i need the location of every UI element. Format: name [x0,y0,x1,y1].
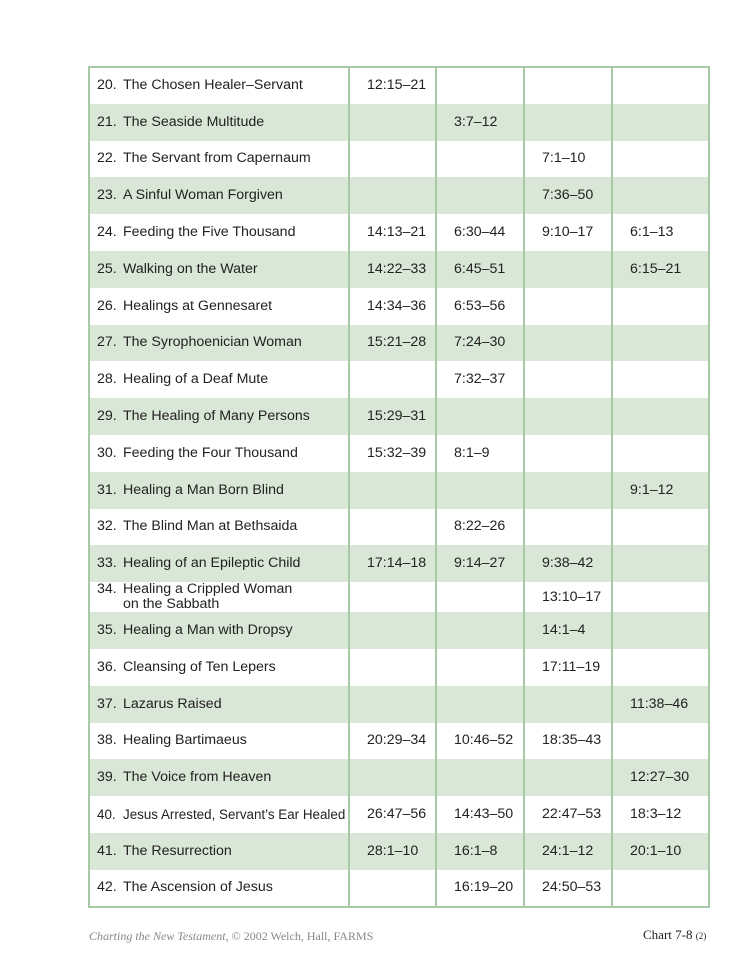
matthew-ref [349,472,436,509]
table-row [89,582,709,612]
event-cell: 38. Healing Bartimaeus [89,723,349,760]
event-cell: 40. Jesus Arrested, Servant’s Ear Healed [89,796,349,833]
john-ref [612,361,709,398]
table-row [89,67,709,104]
luke-ref: 7:1–10 [524,141,612,178]
matthew-ref [349,509,436,546]
mark-ref: 8:22–26 [436,509,524,546]
event-cell: 22. The Servant from Capernaum [89,141,349,178]
table-row [89,759,709,796]
luke-ref: 7:36–50 [524,177,612,214]
mark-ref: 9:14–27 [436,545,524,582]
mark-ref [436,582,524,612]
matthew-ref: 12:15–21 [349,67,436,104]
matthew-ref [349,686,436,723]
table-row [89,141,709,178]
john-ref: 9:1–12 [612,472,709,509]
event-cell: 28. Healing of a Deaf Mute [89,361,349,398]
luke-ref: 9:10–17 [524,214,612,251]
john-ref: 6:1–13 [612,214,709,251]
chart-label: Chart 7-8 [643,927,693,942]
event-cell: 35. Healing a Man with Dropsy [89,612,349,649]
event-cell: 24. Feeding the Five Thousand [89,214,349,251]
luke-ref: 22:47–53 [524,796,612,833]
footer-citation [89,929,373,944]
table-row [89,686,709,723]
mark-ref: 8:1–9 [436,435,524,472]
table-row [89,870,709,907]
mark-ref: 7:32–37 [436,361,524,398]
event-cell: 36. Cleansing of Ten Lepers [89,649,349,686]
event-cell: 26. Healings at Gennesaret [89,288,349,325]
luke-ref: 9:38–42 [524,545,612,582]
event-cell: 34. Healing a Crippled Woman on the Sabbath [89,582,349,612]
john-ref [612,582,709,612]
event-cell: 33. Healing of an Epileptic Child [89,545,349,582]
matthew-ref: 15:29–31 [349,398,436,435]
mark-ref [436,649,524,686]
luke-ref: 24:50–53 [524,870,612,907]
table-row [89,361,709,398]
john-ref [612,398,709,435]
john-ref [612,141,709,178]
table-row [89,325,709,362]
table-row [89,723,709,760]
table-row [89,545,709,582]
mark-ref: 14:43–50 [436,796,524,833]
luke-ref: 14:1–4 [524,612,612,649]
table-row [89,472,709,509]
event-cell: 31. Healing a Man Born Blind [89,472,349,509]
john-ref: 12:27–30 [612,759,709,796]
luke-ref [524,472,612,509]
event-cell: 30. Feeding the Four Thousand [89,435,349,472]
mark-ref: 6:30–44 [436,214,524,251]
mark-ref: 3:7–12 [436,104,524,141]
mark-ref [436,759,524,796]
miracles-table [88,66,710,908]
matthew-ref: 15:21–28 [349,325,436,362]
mark-ref: 10:46–52 [436,723,524,760]
matthew-ref: 14:13–21 [349,214,436,251]
luke-ref: 13:10–17 [524,582,612,612]
matthew-ref [349,361,436,398]
john-ref [612,435,709,472]
matthew-ref: 15:32–39 [349,435,436,472]
event-cell: 27. The Syrophoenician Woman [89,325,349,362]
matthew-ref [349,141,436,178]
event-cell: 20. The Chosen Healer–Servant [89,67,349,104]
luke-ref [524,509,612,546]
table-row [89,435,709,472]
mark-ref [436,398,524,435]
table-row [89,398,709,435]
table-row [89,214,709,251]
john-ref [612,612,709,649]
matthew-ref [349,104,436,141]
mark-ref: 6:45–51 [436,251,524,288]
table-row [89,251,709,288]
mark-ref: 16:1–8 [436,833,524,870]
luke-ref [524,759,612,796]
luke-ref [524,67,612,104]
john-ref: 20:1–10 [612,833,709,870]
table-row [89,509,709,546]
table-row [89,796,709,833]
event-cell: 29. The Healing of Many Persons [89,398,349,435]
mark-ref [436,177,524,214]
chart-part: (2) [695,931,707,941]
john-ref [612,325,709,362]
table-row [89,612,709,649]
table-row [89,288,709,325]
luke-ref: 18:35–43 [524,723,612,760]
luke-ref [524,325,612,362]
matthew-ref [349,649,436,686]
event-cell: 23. A Sinful Woman Forgiven [89,177,349,214]
event-cell: 37. Lazarus Raised [89,686,349,723]
mark-ref [436,141,524,178]
john-ref [612,545,709,582]
luke-ref [524,686,612,723]
event-cell: 25. Walking on the Water [89,251,349,288]
luke-ref [524,288,612,325]
matthew-ref: 28:1–10 [349,833,436,870]
mark-ref [436,67,524,104]
john-ref [612,177,709,214]
mark-ref: 6:53–56 [436,288,524,325]
table-row [89,104,709,141]
matthew-ref: 26:47–56 [349,796,436,833]
luke-ref: 24:1–12 [524,833,612,870]
matthew-ref [349,759,436,796]
john-ref [612,870,709,907]
matthew-ref [349,612,436,649]
copyright-text: , © 2002 Welch, Hall, FARMS [225,929,374,943]
table-row [89,177,709,214]
john-ref [612,288,709,325]
luke-ref [524,251,612,288]
mark-ref: 16:19–20 [436,870,524,907]
luke-ref [524,398,612,435]
matthew-ref [349,870,436,907]
matthew-ref: 14:22–33 [349,251,436,288]
chart-number [643,927,706,943]
luke-ref: 17:11–19 [524,649,612,686]
john-ref [612,67,709,104]
john-ref [612,104,709,141]
mark-ref [436,612,524,649]
matthew-ref [349,177,436,214]
mark-ref [436,472,524,509]
matthew-ref: 17:14–18 [349,545,436,582]
john-ref [612,649,709,686]
luke-ref [524,104,612,141]
john-ref: 11:38–46 [612,686,709,723]
event-cell: 32. The Blind Man at Bethsaida [89,509,349,546]
event-cell: 42. The Ascension of Jesus [89,870,349,907]
table-row [89,649,709,686]
luke-ref [524,361,612,398]
matthew-ref: 20:29–34 [349,723,436,760]
mark-ref: 7:24–30 [436,325,524,362]
john-ref: 6:15–21 [612,251,709,288]
event-cell: 21. The Seaside Multitude [89,104,349,141]
mark-ref [436,686,524,723]
john-ref [612,723,709,760]
matthew-ref: 14:34–36 [349,288,436,325]
luke-ref [524,435,612,472]
table-row [89,833,709,870]
john-ref [612,509,709,546]
matthew-ref [349,582,436,612]
john-ref: 18:3–12 [612,796,709,833]
event-cell: 39. The Voice from Heaven [89,759,349,796]
event-cell: 41. The Resurrection [89,833,349,870]
book-title: Charting the New Testament [89,929,226,943]
